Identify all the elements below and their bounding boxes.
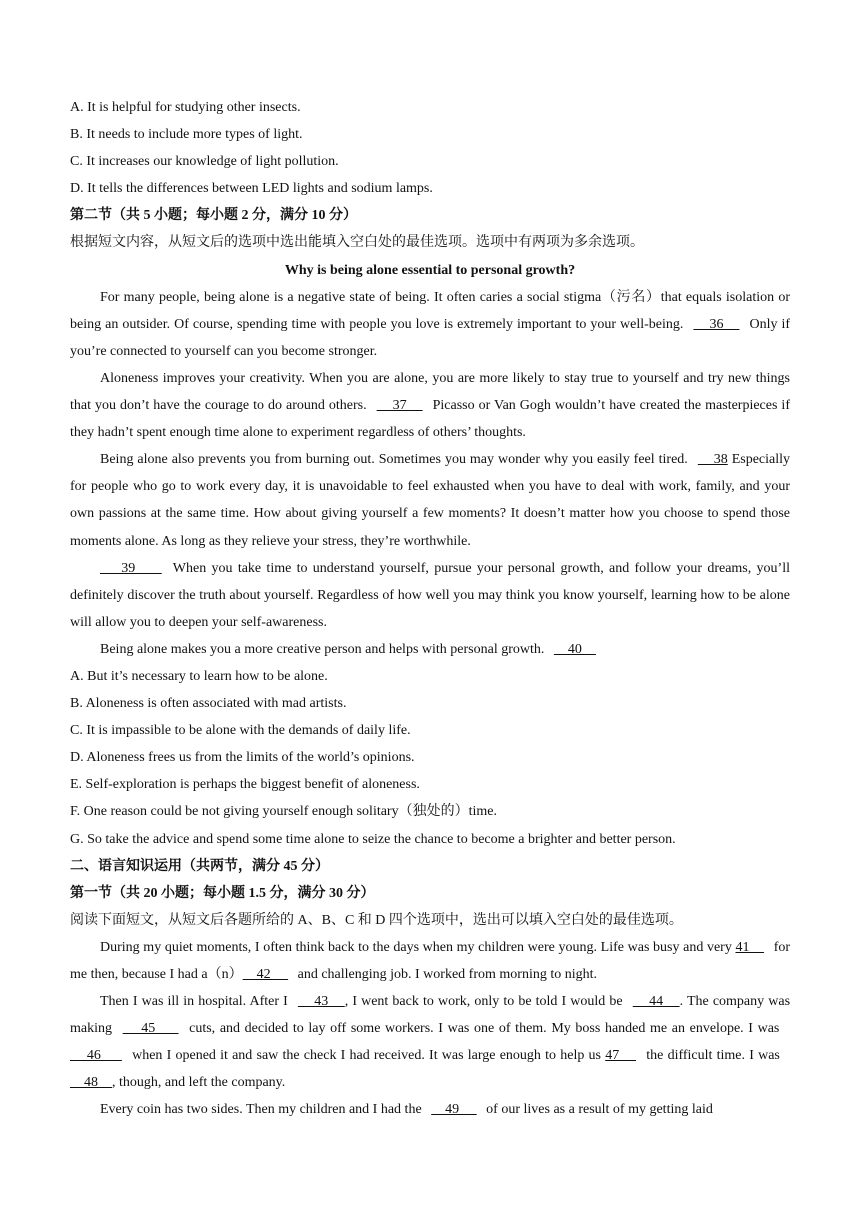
section2-heading: 第二节（共 5 小题；每小题 2 分，满分 10 分） xyxy=(70,208,357,224)
q2-text-g: , though, and left the company. xyxy=(112,1075,286,1091)
blank-37: 37 xyxy=(376,398,423,414)
q2-text-b: , I went back to work, only to be told I would be xyxy=(344,994,623,1010)
blank-48: 48 xyxy=(70,1075,112,1091)
p1-text-a: For many people, being alone is a negative state of being. It often caries a social stigma（污名）that equals isolation or being an outsider. Of course, spending time with people you love is extremely important to your well-being. xyxy=(70,289,790,332)
q3-text-b: of our lives as a result of my getting laid xyxy=(486,1102,713,1118)
passage-paragraph-1 xyxy=(70,284,790,365)
prev-option-a: A. It is helpful for studying other insects. xyxy=(70,100,301,115)
prev-option-c: C. It increases our knowledge of light pollution. xyxy=(70,154,339,170)
blank-47: 47 xyxy=(605,1048,637,1064)
part2-section1-heading: 第一节（共 20 小题；每小题 1.5 分，满分 30 分） xyxy=(70,885,375,901)
q2-text-a: Then I was ill in hospital. After I xyxy=(100,994,288,1010)
blank-45: 45 xyxy=(122,1021,179,1037)
p3-text-b: Especially for people who go to work every day, it is unavoidable to feel exhausted when you have to deal with work, family, and your own passions at the same time. How about giving yourself a few moments? It doesn’t matter how you choose to spend those moments alone. As long as they relieve your stress, they’re worthwhile. xyxy=(70,452,791,549)
passage-paragraph-5 xyxy=(70,636,790,663)
passage-paragraph-4 xyxy=(70,555,790,636)
blank-39: 39 xyxy=(100,560,162,576)
prev-option-b: B. It needs to include more types of light. xyxy=(70,127,303,143)
exam-page xyxy=(70,94,790,1124)
blank-38: 38 xyxy=(697,452,728,468)
q2-text-d: cuts, and decided to lay off some workers. I was one of them. My boss handed me an envelope. I was xyxy=(189,1021,780,1037)
q3-text-a: Every coin has two sides. Then my children and I had the xyxy=(100,1102,422,1118)
option-f: F. One reason could be not giving yourself enough solitary（独处的）time. xyxy=(70,804,497,820)
option-c: C. It is impassible to be alone with the demands of daily life. xyxy=(70,723,411,739)
blank-46: 46 xyxy=(70,1048,122,1064)
p2-text-a: Aloneness improves your creativity. When you are alone, you are more likely to stay true to yourself and try new things that you don’t have the courage to do around others. xyxy=(70,370,790,414)
blank-41: 41 xyxy=(735,939,765,955)
p5-text-a: Being alone makes you a more creative person and helps with personal growth. xyxy=(100,641,545,657)
part2-heading: 二、语言知识运用（共两节，满分 45 分） xyxy=(70,858,329,874)
p2-text-b: Picasso or Van Gogh wouldn’t have created the masterpieces if they hadn’t spent enough time alone to experiment regardless of others’ thoughts. xyxy=(70,398,790,441)
option-b: B. Aloneness is often associated with mad artists. xyxy=(70,696,347,712)
prev-option-d: D. It tells the differences between LED lights and sodium lamps. xyxy=(70,181,433,197)
q2-text-e: when I opened it and saw the check I had received. It was large enough to help us xyxy=(132,1048,601,1064)
blank-43: 43 xyxy=(297,994,345,1010)
passage-paragraph-2 xyxy=(70,365,790,446)
blank-49: 49 xyxy=(431,1102,477,1118)
q2-text-c: . The company was making xyxy=(70,994,791,1037)
cloze-paragraph-2 xyxy=(70,988,790,1096)
option-a: A. But it’s necessary to learn how to be alone. xyxy=(70,668,328,684)
q1-text-d: and challenging job. I worked from morning to night. xyxy=(297,967,597,982)
cloze-paragraph-1 xyxy=(70,934,790,988)
section2-instruction: 根据短文内容，从短文后的选项中选出能填入空白处的最佳选项。选项中有两项为多余选项。 xyxy=(70,235,644,251)
p1-text-b: Only if you’re connected to yourself can you become stronger. xyxy=(70,316,791,359)
blank-36: 36 xyxy=(693,316,740,332)
p4-text-b: When you take time to understand yourself, pursue your personal growth, and follow your dreams, you’ll definitely discover the truth about yourself. Regardless of how well you may think you know yourself, learning how to be alone will allow you to deepen your self-awareness. xyxy=(70,560,791,630)
passage-title: Why is being alone essential to personal growth? xyxy=(284,262,576,278)
option-d: D. Aloneness frees us from the limits of the world’s opinions. xyxy=(70,750,415,766)
blank-42: 42 xyxy=(242,967,289,982)
cloze-paragraph-3 xyxy=(70,1096,790,1123)
option-g: G. So take the advice and spend some time alone to seize the chance to become a brighter and better person. xyxy=(70,831,676,847)
q2-text-f: the difficult time. I was xyxy=(646,1048,780,1064)
blank-44: 44 xyxy=(632,994,680,1010)
q1-text-a: During my quiet moments, I often think back to the days when my children were young. Life was busy and very xyxy=(100,939,732,955)
passage-paragraph-3 xyxy=(70,446,790,554)
blank-40: 40 xyxy=(553,641,596,657)
p3-text-a: Being alone also prevents you from burning out. Sometimes you may wonder why you easily feel tired. xyxy=(100,452,688,468)
part2-instruction: 阅读下面短文，从短文后各题所给的 A、B、C 和 D 四个选项中，选出可以填入空白处的最佳选项。 xyxy=(70,912,683,928)
q1-text-c: for me then, because I had a（n） xyxy=(70,939,791,982)
option-e: E. Self-exploration is perhaps the biggest benefit of aloneness. xyxy=(70,777,420,793)
